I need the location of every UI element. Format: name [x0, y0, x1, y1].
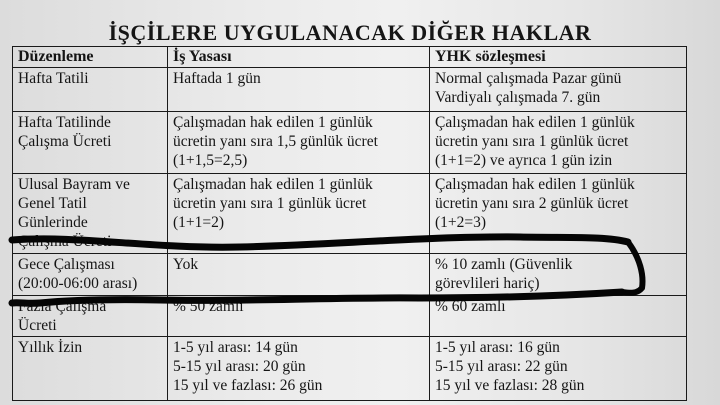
- table-row: [13, 296, 687, 337]
- cell-text: 5-15 yıl arası: 20 gün: [173, 358, 306, 375]
- cell-text: % 60 zamlı: [435, 298, 506, 315]
- cell-text: (1+1=2) ve ayrıca 1 gün izin: [435, 152, 613, 169]
- row-label-cell: [13, 254, 168, 296]
- yhk-cell: [430, 174, 687, 254]
- page-title: İŞÇİLERE UYGULANACAK DİĞER HAKLAR: [108, 20, 592, 45]
- cell-text: Haftada 1 gün: [173, 70, 261, 87]
- table-row: [13, 68, 687, 112]
- yhk-cell: [430, 254, 687, 296]
- law-cell: [168, 337, 430, 401]
- cell-text: Hafta Tatili: [18, 70, 89, 87]
- column-header-duzenleme: Düzenleme: [13, 47, 168, 68]
- cell-text: (20:00-06:00 arası): [18, 275, 138, 292]
- cell-text: (1+1=2): [173, 214, 225, 231]
- cell-text: Yıllık İzin: [18, 339, 83, 356]
- cell-text: 15 yıl ve fazlası: 28 gün: [435, 377, 585, 394]
- cell-text: (1+1,5=2,5): [173, 152, 248, 169]
- table-row: [13, 112, 687, 174]
- yhk-cell: [430, 296, 687, 337]
- cell-text: Ulusal Bayram ve: [18, 176, 130, 193]
- row-label-cell: [13, 337, 168, 401]
- cell-text: Çalışmadan hak edilen 1 günlük: [173, 176, 373, 193]
- cell-text: % 10 zamlı (Güvenlik: [435, 256, 573, 273]
- table-row: [13, 254, 687, 296]
- cell-text: Çalışmadan hak edilen 1 günlük: [173, 114, 373, 131]
- cell-text: Günlerinde: [18, 214, 88, 231]
- cell-text: ücretin yanı sıra 1 günlük ücret: [173, 195, 367, 212]
- row-label-cell: [13, 174, 168, 254]
- table-row: [13, 337, 687, 401]
- law-cell: [168, 296, 430, 337]
- column-header-is-yasasi: İş Yasası: [168, 47, 430, 68]
- table-row: [13, 174, 687, 254]
- cell-text: Genel Tatil: [18, 195, 87, 212]
- law-cell: [168, 68, 430, 112]
- row-label-cell: [13, 112, 168, 174]
- law-cell: [168, 112, 430, 174]
- cell-text: Yok: [173, 256, 199, 273]
- cell-text: 1-5 yıl arası: 14 gün: [173, 339, 298, 356]
- rights-table: [12, 46, 687, 401]
- yhk-cell: [430, 68, 687, 112]
- cell-text: Çalışmadan hak edilen 1 günlük: [435, 114, 635, 131]
- table-header-row: [13, 47, 687, 68]
- yhk-cell: [430, 337, 687, 401]
- cell-text: ücretin yanı sıra 2 günlük ücret: [435, 195, 629, 212]
- cell-text: Çalışma Ücreti: [18, 233, 112, 250]
- law-cell: [168, 254, 430, 296]
- column-header-yhk: YHK sözleşmesi: [430, 47, 687, 68]
- cell-text: Hafta Tatilinde: [18, 114, 111, 131]
- cell-text: Ücreti: [18, 317, 57, 334]
- cell-text: 5-15 yıl arası: 22 gün: [435, 358, 568, 375]
- cell-text: (1+2=3): [435, 214, 487, 231]
- row-label-cell: [13, 296, 168, 337]
- law-cell: [168, 174, 430, 254]
- cell-text: Çalışmadan hak edilen 1 günlük: [435, 176, 635, 193]
- cell-text: % 50 zamlı: [173, 298, 244, 315]
- cell-text: Normal çalışmada Pazar günü: [435, 70, 622, 87]
- yhk-cell: [430, 112, 687, 174]
- row-label-cell: [13, 68, 168, 112]
- cell-text: Çalışma Ücreti: [18, 133, 112, 150]
- cell-text: 1-5 yıl arası: 16 gün: [435, 339, 560, 356]
- cell-text: Fazla Çalışma: [18, 298, 107, 315]
- cell-text: Vardiyalı çalışmada 7. gün: [435, 89, 601, 106]
- cell-text: ücretin yanı sıra 1 günlük ücret: [435, 133, 629, 150]
- cell-text: 15 yıl ve fazlası: 26 gün: [173, 377, 323, 394]
- cell-text: ücretin yanı sıra 1,5 günlük ücret: [173, 133, 378, 150]
- cell-text: görevlileri hariç): [435, 275, 540, 292]
- cell-text: Gece Çalışması: [18, 256, 115, 273]
